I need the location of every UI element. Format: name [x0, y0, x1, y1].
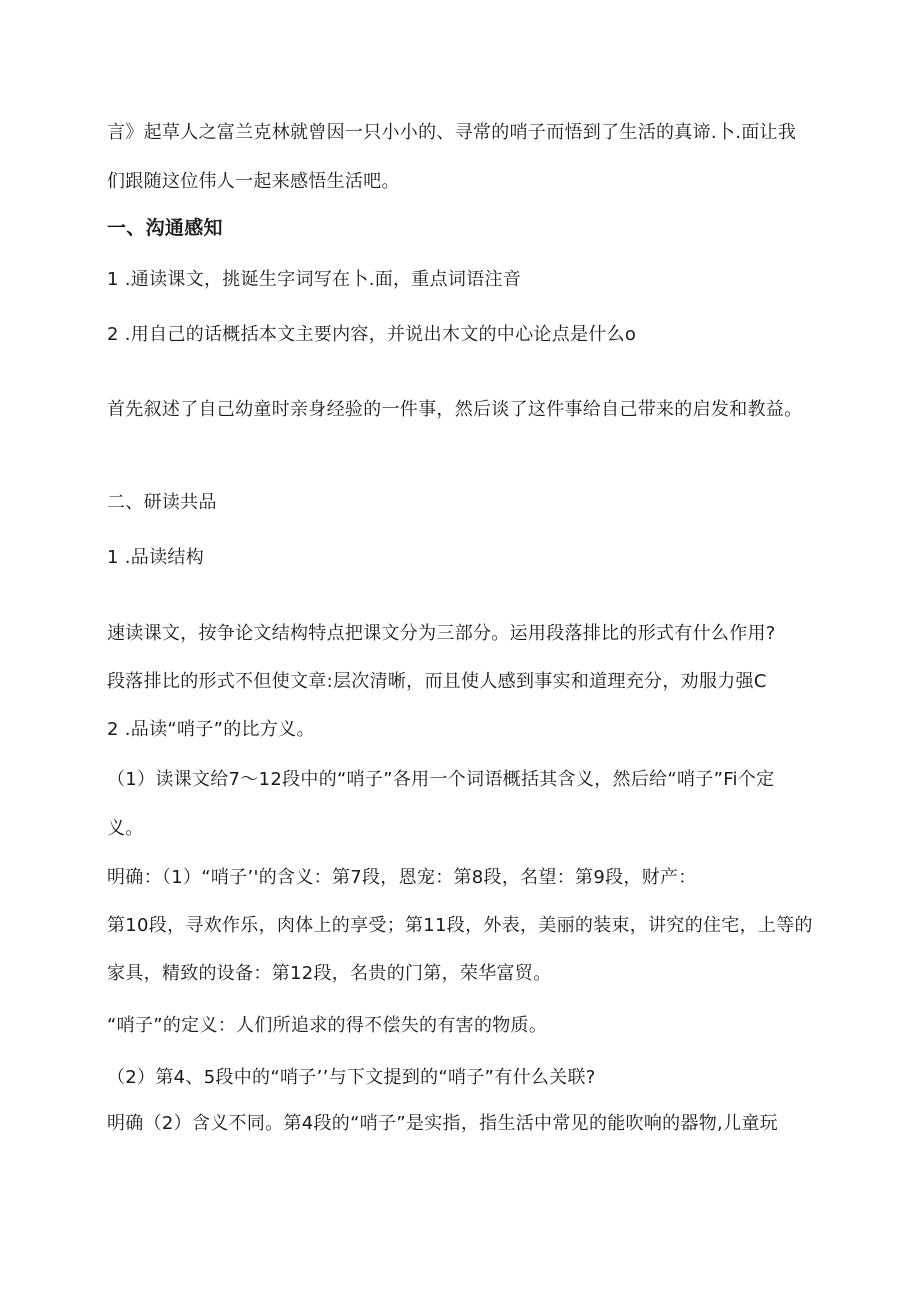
answer-1-line-1: 明确：（1）“哨子’'的含义：第7段，恩宠：第8段，名望：第9段，财产： [107, 867, 697, 888]
task-item-2: 2 .用自己的话概括本文主要内容，并说出木文的中心论点是什么o [107, 324, 637, 345]
question-1-line-2: 义。 [107, 818, 144, 839]
answer-structure: 段落排比的形式不但使文章:层次清晰，而且使人感到事实和道理充分，劝服力强C [107, 671, 767, 692]
whistle-definition: “哨子”的定义：人们所追求的得不偿失的有害的物质。 [107, 1015, 548, 1036]
section-heading-2: 二、研读共品 [107, 492, 217, 513]
intro-line-2: 们跟随这位伟人一起来感悟生活吧。 [107, 171, 400, 192]
section-heading-1: 一、沟通感知 [107, 217, 223, 239]
question-1-line-1: （1）读课文给7〜12段中的“哨子”各用一个词语概括其含义，然后给“哨子”Fi个定 [107, 769, 775, 790]
question-structure: 速读课文，按争论文结构特点把课文分为三部分。运用段落排比的形式有什么作用? [107, 623, 776, 644]
answer-2: 明确（2）含义不同。第4段的“哨子”是实指，指生活中常见的能吹响的器物,儿童玩 [107, 1113, 778, 1134]
task-item-1: 1 .通读课文，挑诞生字词写在卜.面，重点词语注音 [107, 269, 522, 290]
question-2: （2）第4、5段中的“哨子’’与下文提到的“哨子”有什么关联? [107, 1067, 596, 1088]
intro-line-1: 言》起草人之富兰克林就曾因一只小小的、寻常的哨子而悟到了生活的真谛.卜.面让我 [107, 122, 797, 143]
subsection-structure: 1 .品读结构 [107, 547, 204, 568]
subsection-whistle: 2 .品读“哨子”的比方义。 [107, 719, 315, 740]
answer-summary: 首先叙述了自己幼童时亲身经验的一件事，然后谈了这件事给自己带来的启发和教益。 [107, 399, 803, 420]
answer-1-line-3: 家具，精致的设备：第12段，名贵的门第，荣华富贸。 [107, 963, 552, 984]
answer-1-line-2: 第10段，寻欢作乐，肉体上的享受；第11段，外表，美丽的装束，讲究的住宅，上等的 [107, 915, 813, 936]
